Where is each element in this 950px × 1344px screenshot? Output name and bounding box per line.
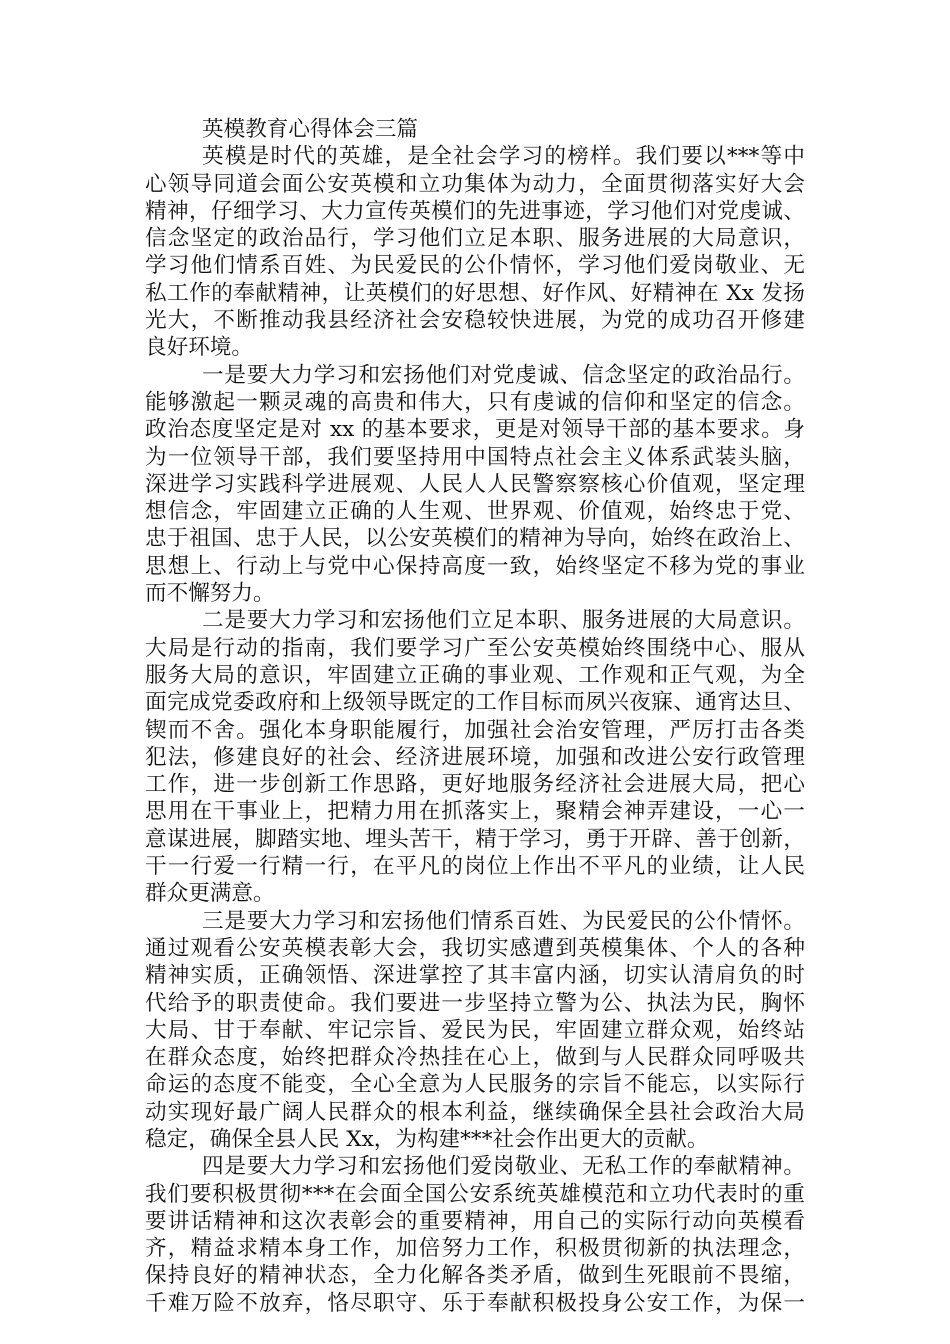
document-title: 英模教育心得体会三篇 xyxy=(202,117,418,142)
paragraph xyxy=(145,143,805,361)
paragraph xyxy=(145,1153,805,1317)
text-line: 代给予的职责使命。我们要进一步坚持立警为公、执法为民，胸怀 xyxy=(145,990,805,1016)
text-line: 信念坚定的政治品行，学习他们立足本职、服务进展的大局意识， xyxy=(145,226,805,252)
text-line: 我们要积极贯彻***在会面全国公安系统英雄模范和立功代表时的重 xyxy=(145,1181,805,1207)
text-line: 命运的态度不能变，全心全意为人民服务的宗旨不能忘，以实际行 xyxy=(145,1072,805,1098)
paragraph xyxy=(145,362,805,608)
text-line: 要讲话精神和这次表彰会的重要精神，用自己的实际行动向英模看 xyxy=(145,1208,805,1234)
text-line: 大局是行动的指南，我们要学习广至公安英模始终围绕中心、服从 xyxy=(145,635,805,661)
text-line: 保持良好的精神状态，全力化解各类矛盾，做到生死眼前不畏缩， xyxy=(145,1263,805,1289)
text-line: 群众更满意。 xyxy=(145,881,275,907)
text-line: 在群众态度，始终把群众冷热挂在心上，做到与人民群众同呼吸共 xyxy=(145,1045,805,1071)
text-line: 深进学习实践科学进展观、人民人人民警察察核心价值观，坚定理 xyxy=(145,471,805,497)
text-line: 三是要大力学习和宏扬他们情系百姓、为民爱民的公仆情怀。 xyxy=(202,908,805,934)
text-line: 通过观看公安英模表彰大会，我切实感遭到英模集体、个人的各种 xyxy=(145,935,805,961)
text-line: 精神实质，正确领悟、深进掌控了其丰富内涵，切实认清肩负的时 xyxy=(145,963,805,989)
text-line: 大局、甘于奉献、牢记宗旨、爱民为民，牢固建立群众观，始终站 xyxy=(145,1017,805,1043)
text-line: 工作，进一步创新工作思路，更好地服务经济社会进展大局，把心 xyxy=(145,772,805,798)
text-line: 政治态度坚定是对 xx 的基本要求，更是对领导干部的基本要求。身 xyxy=(145,417,805,443)
text-line: 稳定，确保全县人民 Xx，为构建***社会作出更大的贡献。 xyxy=(145,1126,709,1152)
text-line: 锲而不舍。强化本身职能履行，加强社会治安管理，严厉打击各类 xyxy=(145,717,805,743)
text-line: 二是要大力学习和宏扬他们立足本职、服务进展的大局意识。 xyxy=(202,608,805,634)
text-line: 动实现好最广阔人民群众的根本利益，继续确保全县社会政治大局 xyxy=(145,1099,805,1125)
text-line: 精神，仔细学习、大力宣传英模们的先进事迹，学习他们对党虔诚、 xyxy=(145,198,805,224)
text-line: 意谋进展，脚踏实地、埋头苦干，精于学习，勇于开辟、善于创新， xyxy=(145,826,805,852)
text-line: 心领导同道会面公安英模和立功集体为动力，全面贯彻落实好大会 xyxy=(145,171,805,197)
text-line: 齐，精益求精本身工作，加倍努力工作，积极贯彻新的执法理念， xyxy=(145,1236,805,1262)
text-line: 良好环境。 xyxy=(145,335,253,361)
text-line: 想信念，牢固建立正确的人生观、世界观、价值观，始终忠于党、 xyxy=(145,499,805,525)
text-line: 面完成党委政府和上级领导既定的工作目标而夙兴夜寐、通宵达旦、 xyxy=(145,690,805,716)
text-line: 四是要大力学习和宏扬他们爱岗敬业、无私工作的奉献精神。 xyxy=(202,1154,805,1180)
paragraph xyxy=(145,607,805,907)
text-line: 服务大局的意识，牢固建立正确的事业观、工作观和正气观，为全 xyxy=(145,662,805,688)
text-line: 为一位领导干部，我们要坚持用中国特点社会主义体系武装头脑， xyxy=(145,444,805,470)
paragraph xyxy=(145,908,805,1154)
text-line: 光大，不断推动我县经济社会安稳较快进展，为党的成功召开修建 xyxy=(145,308,805,334)
text-line: 思想上、行动上与党中心保持高度一致，始终坚定不移为党的事业 xyxy=(145,553,805,579)
text-line: 干一行爱一行精一行，在平凡的岗位上作出不平凡的业绩，让人民 xyxy=(145,854,805,880)
text-line: 能够激起一颗灵魂的高贵和伟大，只有虔诚的信仰和坚定的信念。 xyxy=(145,389,805,415)
paragraph-list xyxy=(145,143,805,1317)
text-line: 学习他们情系百姓、为民爱民的公仆情怀，学习他们爱岗敬业、无 xyxy=(145,253,805,279)
text-line: 而不懈努力。 xyxy=(145,581,275,607)
text-line: 思用在干事业上，把精力用在抓落实上，聚精会神弄建设，一心一 xyxy=(145,799,805,825)
text-line: 犯法，修建良好的社会、经济进展环境，加强和改进公安行政管理 xyxy=(145,744,805,770)
text-line: 一是要大力学习和宏扬他们对党虔诚、信念坚定的政治品行。 xyxy=(202,362,805,388)
text-line: 英模是时代的英雄，是全社会学习的榜样。我们要以***等中 xyxy=(202,144,805,170)
text-line: 千难万险不放弃，恪尽职守、乐于奉献积极投身公安工作，为保一 xyxy=(145,1290,805,1316)
text-line: 忠于祖国、忠于人民，以公安英模们的精神为导向，始终在政治上、 xyxy=(145,526,805,552)
text-line: 私工作的奉献精神，让英模们的好思想、好作风、好精神在 Xx 发扬 xyxy=(145,280,805,306)
document-body xyxy=(145,116,805,1317)
